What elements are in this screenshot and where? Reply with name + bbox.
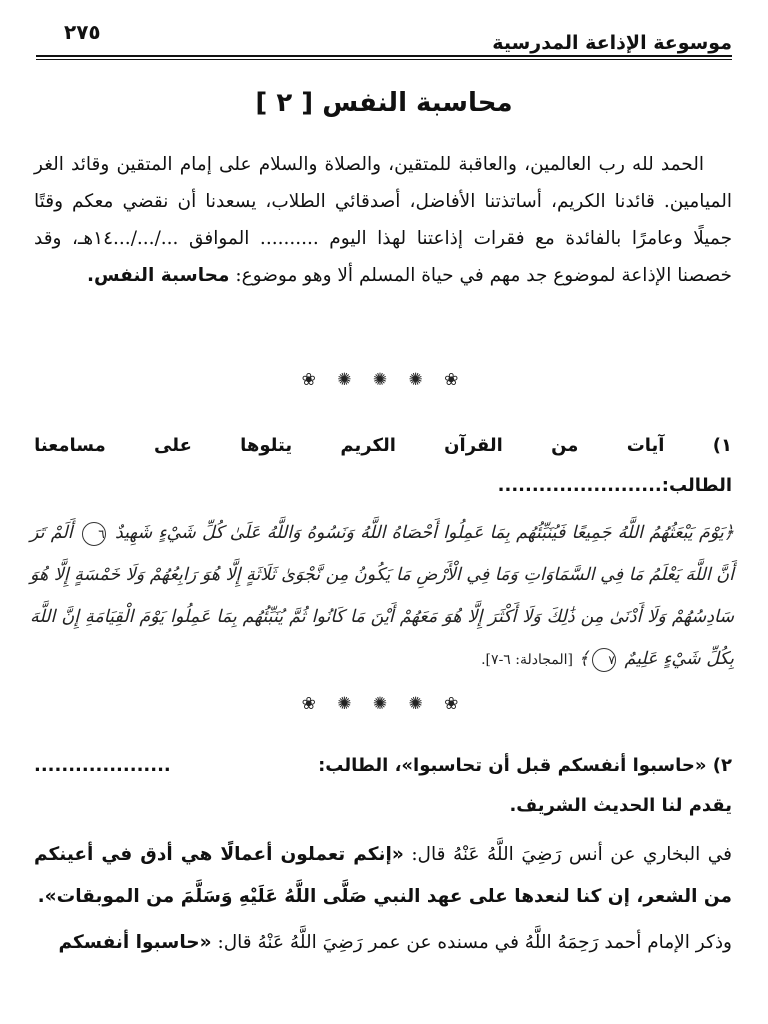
book-title: موسوعة الإذاعة المدرسية xyxy=(492,32,732,54)
section-verses-line xyxy=(34,426,732,466)
section-quote-text: «حاسبوا أنفسكم قبل أن تحاسبوا»، الطالب: xyxy=(318,755,707,776)
section-hadith-heading xyxy=(34,746,732,826)
section-number: ١) xyxy=(712,435,732,456)
verse-text-1: ﴿يَوْمَ يَبْعَثُهُمُ اللَّهُ جَمِيعًا فَيُنَبِّئُهُم بِمَا عَمِلُوا أَحْصَاهُ اللَّهُ وَنَسُوهُ وَاللَّهُ عَلَىٰ كُلِّ شَيْءٍ شَهِيدٌ xyxy=(114,523,734,543)
page-header xyxy=(36,18,732,58)
page-title: محاسبة النفس [ ٢ ] xyxy=(255,88,513,118)
section-hadith-quote xyxy=(318,746,732,786)
hadith-bukhari xyxy=(34,834,732,918)
heading-word: مسامعنا xyxy=(34,435,106,456)
header-rule-thin xyxy=(36,59,732,60)
hadith-quote: «حاسبوا أنفسكم xyxy=(58,932,212,953)
intro-paragraph xyxy=(34,146,732,294)
hadith-lead: وذكر الإمام أحمد رَحِمَهُ اللَّهُ في مسنده عن عمر رَضِيَ اللَّهُ عَنْهُ قال: xyxy=(211,932,732,953)
hadith-lead: في البخاري عن أنس رَضِيَ اللَّهُ عَنْهُ قال: xyxy=(403,844,732,865)
intro-topic: محاسبة النفس. xyxy=(87,265,230,286)
heading-word: الكريم xyxy=(340,435,396,456)
heading-word: آيات xyxy=(626,435,665,456)
student-placeholder-line: الطالب:........................ xyxy=(497,475,732,496)
ornament-divider: ❀ ✺ ✺ ✺ ❀ xyxy=(301,694,467,714)
ayah-number-marker: ٦ xyxy=(82,522,106,546)
heading-word: القرآن xyxy=(444,435,503,456)
verse-end-bracket: ﴾ xyxy=(578,649,589,669)
ornament-divider: ❀ ✺ ✺ ✺ ❀ xyxy=(301,370,467,390)
section-verses-heading xyxy=(34,426,732,506)
section-hadith-line xyxy=(34,746,732,786)
section-number: ٢) xyxy=(712,755,732,776)
heading-word: يتلوها xyxy=(240,435,293,456)
hadith-ahmad xyxy=(34,922,732,964)
verse-text-2: أَلَمْ تَرَ أَنَّ اللَّهَ يَعْلَمُ مَا فِي السَّمَاوَاتِ وَمَا فِي الْأَرْضِ مَا يَكُونُ مِن نَّجْوَىٰ ثَلَاثَةٍ إِلَّا هُوَ رَابِعُهُمْ وَلَا خَمْسَةٍ إِلَّا هُوَ سَادِسُهُمْ وَلَا أَدْنَىٰ مِن ذَٰلِكَ وَلَا أَكْثَرَ إِلَّا هُوَ مَعَهُمْ أَيْنَ مَا كَانُوا ثُمَّ يُنَبِّئُهُم بِمَا عَمِلُوا يَوْمَ الْقِيَامَةِ إِنَّ اللَّهَ بِكُلِّ شَيْءٍ عَلِيمٌ xyxy=(30,523,734,669)
header-rule-thick xyxy=(36,55,732,57)
hadith-intro-line: يقدم لنا الحديث الشريف. xyxy=(509,795,732,816)
hadith-quote: «إنكم تعملون أعمالًا هي أدق في أعينكم من الشعر، إن كنا لنعدها على عهد النبي صَلَّى اللَّهُ عَلَيْهِ وَسَلَّمَ من الموبقات». xyxy=(34,844,732,907)
intro-text: الحمد لله رب العالمين، والعاقبة للمتقين، والصلاة والسلام على إمام المتقين وقائد الغر الميامين. قائدنا الكريم، أساتذتنا الأفاضل، أصدقائي الطلاب، يسعدنا أن نقضي معكم وقتًا جميلًا وعامرًا بالفائدة مع فقرات إذاعتنا لهذا اليوم .......... الموافق .../.../...١٤هـ، وقد خصصنا الإذاعة لموضوع جد مهم في حياة المسلم ألا وهو موضوع: xyxy=(34,154,733,286)
verse-reference: [المجادلة: ٦-٧]. xyxy=(481,652,574,668)
heading-word: على xyxy=(154,435,192,456)
quran-verses xyxy=(30,512,734,681)
placeholder-dots: .................... xyxy=(34,755,171,776)
page-number: ٢٧٥ xyxy=(64,20,101,44)
heading-word: من xyxy=(551,435,579,456)
ayah-number-marker: ٧ xyxy=(592,648,616,672)
